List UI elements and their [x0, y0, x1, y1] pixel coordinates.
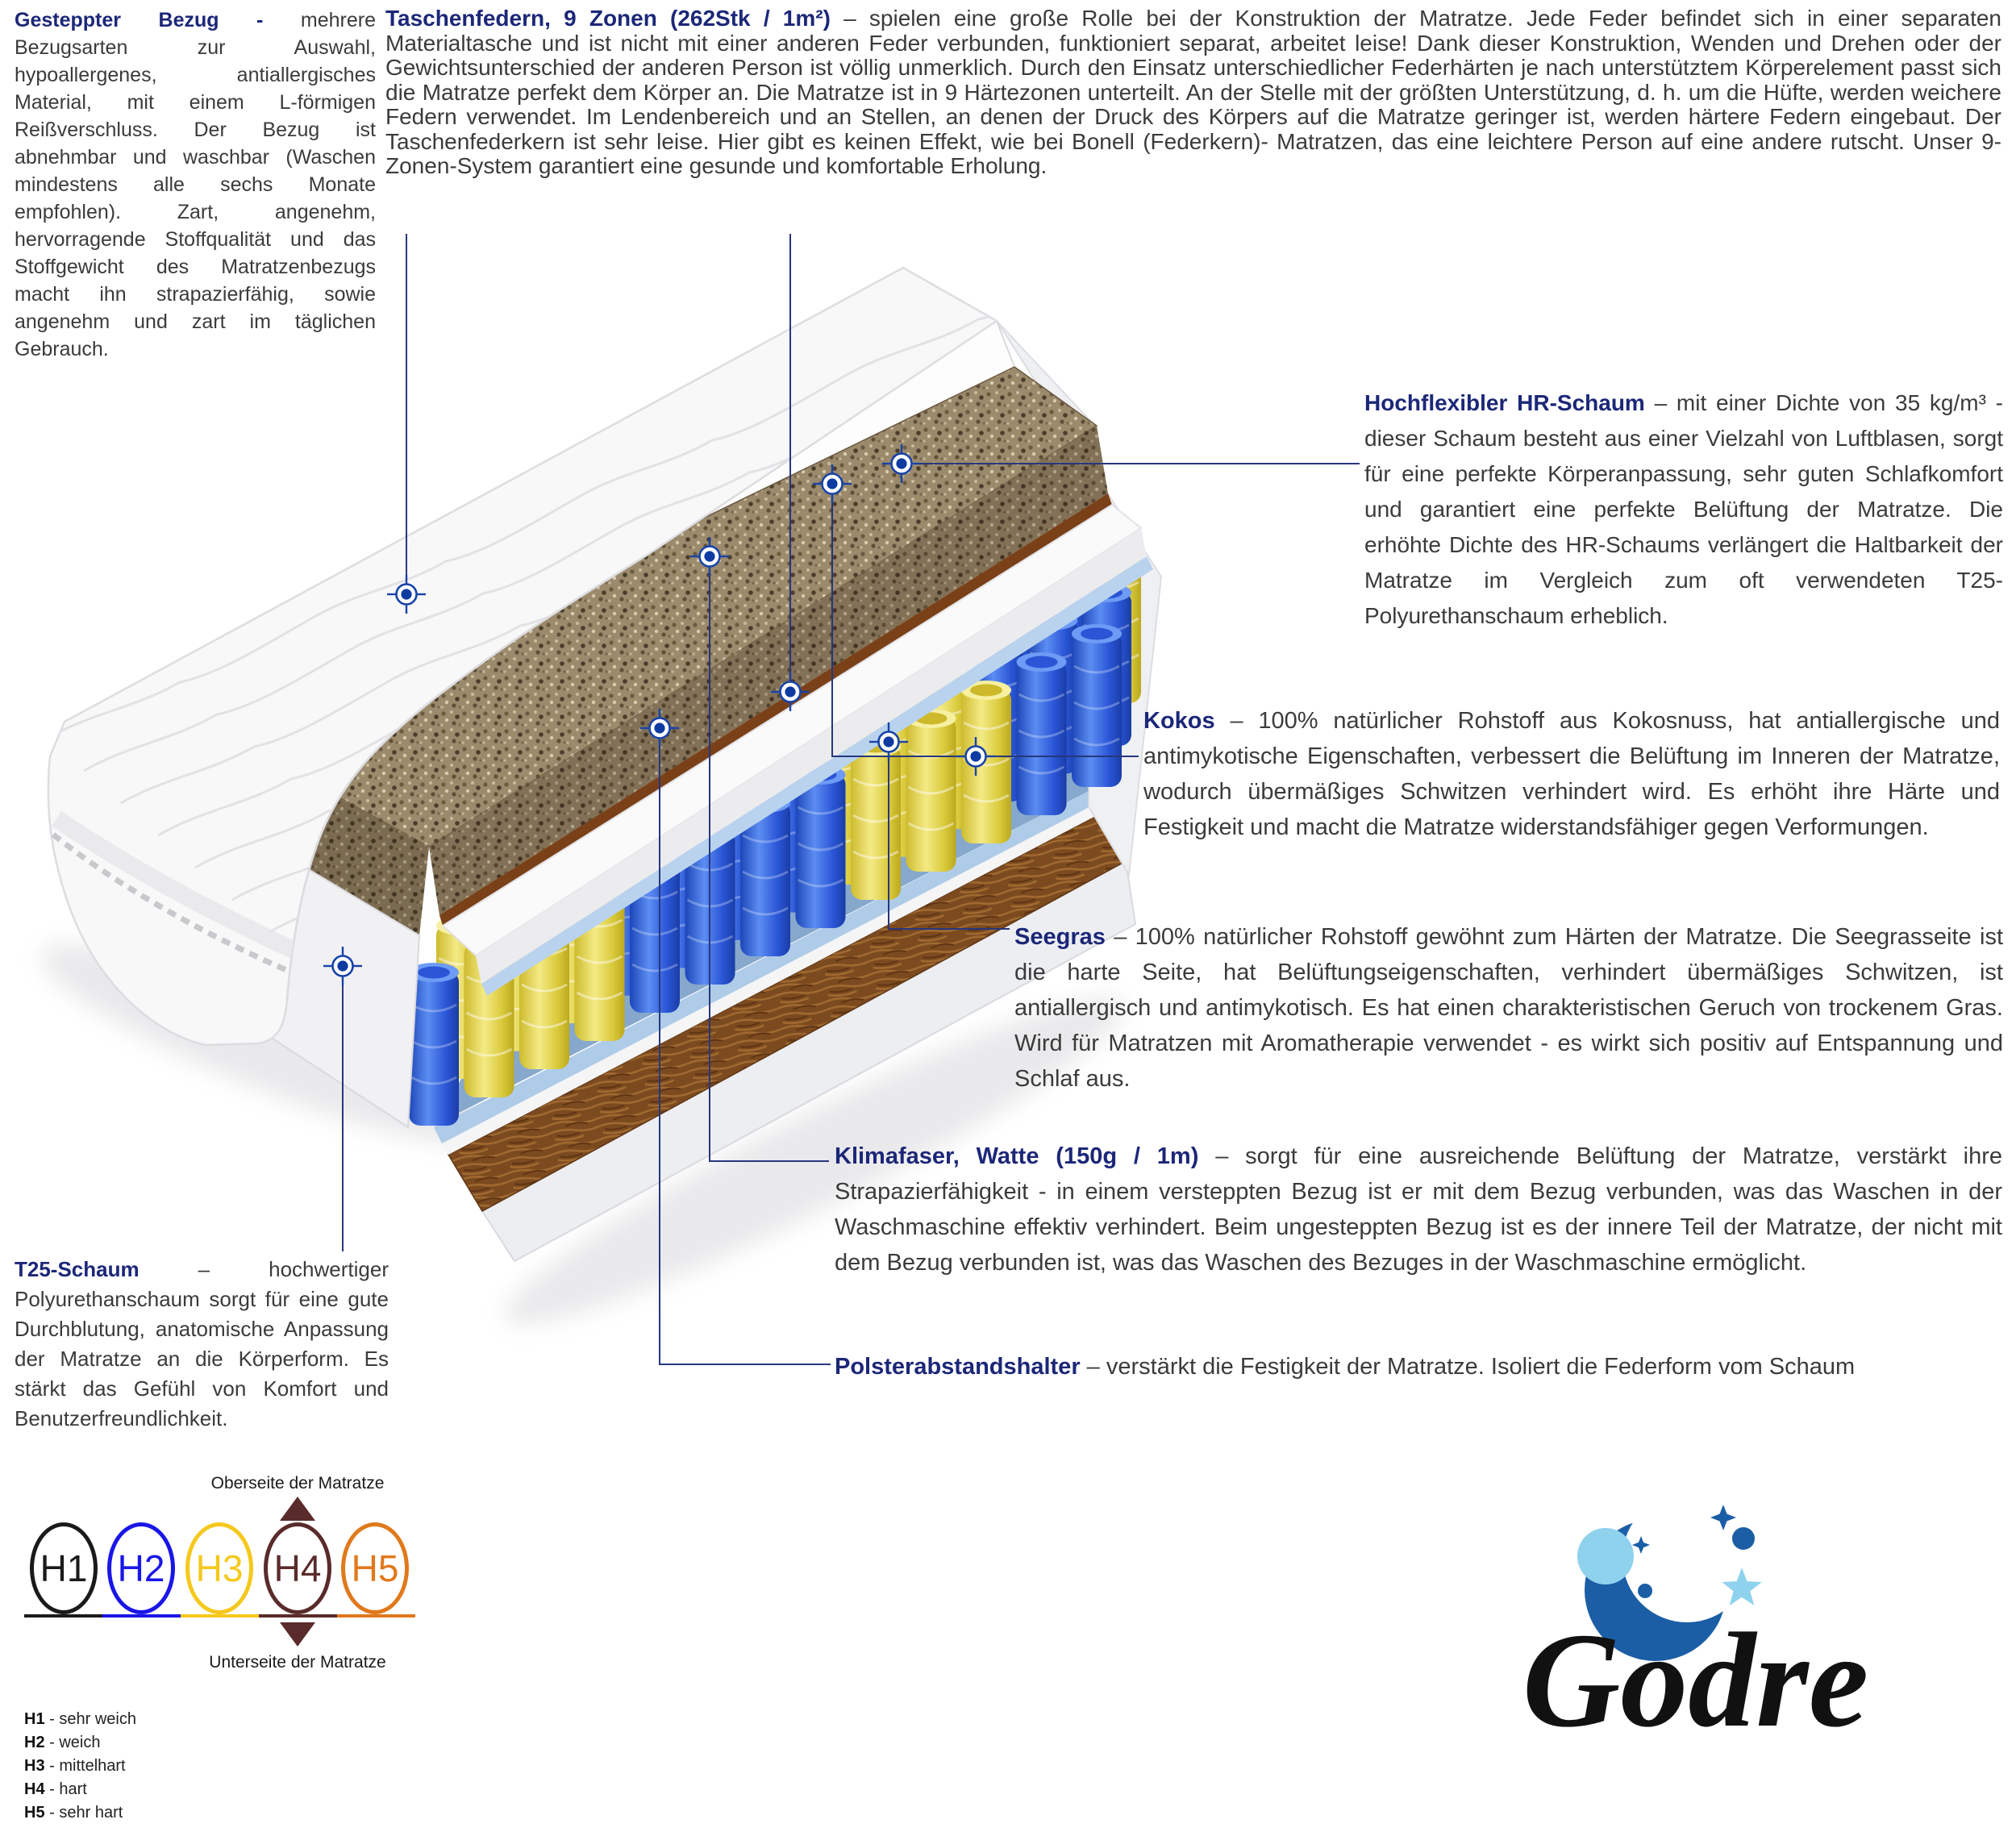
- h5-label: H5: [351, 1547, 399, 1589]
- section-taschenfedern: [385, 6, 2001, 179]
- section-klimafaser-title: Klimafaser, Watte (150g / 1m): [835, 1143, 1199, 1169]
- h2-label: H2: [117, 1547, 165, 1589]
- section-klimafaser-body: – sorgt für eine ausreichende Belüftung der Matratze, verstärkt ihre Strapazierfähigkeit - in einem versteppten Bezug ist er mit dem Bezug verbunden, was das Waschen in der Waschmaschine effektiv verhindert. Beim ungesteppten Bezug ist es der innere Teil der Matratze, der nicht mit dem Bezug verbunden ist, was das Waschen des Bezuges in der Waschmaschine ermöglicht.: [835, 1143, 2002, 1276]
- section-hr-body: – mit einer Dichte von 35 kg/m³ - dieser Schaum besteht aus einer Vielzahl von Luftblasen, sorgt für eine perfekte Körperanpassung, sehr guten Schlafkomfort und garantiert eine perfekte Belüftung der Matratze. Die erhöhte Dichte des HR-Schaums verlängert die Haltbarkeit der Matratze im Vergleich zum oft verwendeten T25-Polyurethanschaum erheblich.: [1364, 390, 2004, 628]
- legend-row: [24, 1708, 136, 1731]
- section-bezug: [15, 6, 376, 363]
- hardness-axis-h4: [259, 1614, 337, 1618]
- legend-h3: H3: [24, 1757, 45, 1775]
- section-t25-title: T25-Schaum: [15, 1257, 140, 1281]
- legend-h2-desc: - weich: [49, 1734, 101, 1751]
- hardness-bottom-label: Unterseite der Matratze: [209, 1653, 386, 1672]
- section-t25: [15, 1255, 389, 1434]
- section-hr-schaum: [1364, 385, 2003, 634]
- hardness-level-h2: [107, 1522, 175, 1614]
- section-polster: [835, 1351, 2012, 1382]
- small-dot-icon: [1638, 1584, 1652, 1598]
- hardness-axis-h5: [337, 1614, 415, 1618]
- section-seegras-body: – 100% natürlicher Rohstoff gewöhnt zum Härten der Matratze. Die Seegrasseite ist die harte Seite, hat Belüftungseigenschaften, verhindert übermäßiges Schwitzen, ist antiallergisch und antimykotisch. Es hat einen charakteristischen Geruch von trockenem Gras. Wird für Matratzen mit Aromatherapie verwendet - es wirkt sich positiv auf Entspannung und Schlaf aus.: [1014, 924, 2003, 1092]
- h4-label: H4: [273, 1547, 322, 1589]
- section-kokos-body: – 100% natürlicher Rohstoff aus Kokosnuss, hat antiallergische und antimykotische Eigenschaften, verbessert die Belüftung im Inneren der Matratze, wodurch übermäßiges Schwitzen verhindert wird. Es erhöht ihre Härte und Festigkeit und macht die Matratze widerstandsfähiger gegen Verformungen.: [1143, 708, 2000, 840]
- hardness-axis-h1: [24, 1614, 102, 1618]
- down-arrow-icon: [280, 1622, 315, 1647]
- legend-h4: H4: [24, 1780, 45, 1798]
- legend-row: [24, 1778, 136, 1801]
- hardness-level-h3: [185, 1522, 253, 1614]
- section-klimafaser: [835, 1139, 2002, 1280]
- section-kokos: [1143, 703, 2000, 845]
- light-star-icon: [1722, 1568, 1761, 1605]
- hardness-axis-h2: [102, 1614, 181, 1618]
- legend-h2: H2: [24, 1734, 45, 1751]
- section-bezug-title: Gesteppter Bezug -: [15, 9, 264, 31]
- section-taschenfedern-title: Taschenfedern, 9 Zonen (262Stk / 1m²): [385, 6, 831, 31]
- legend-row: [24, 1755, 136, 1778]
- legend-h4-desc: - hart: [49, 1780, 87, 1798]
- section-kokos-title: Kokos: [1143, 708, 1215, 734]
- section-seegras-title: Seegras: [1014, 924, 1106, 950]
- light-circle-icon: [1577, 1528, 1634, 1584]
- hardness-level-h5: [341, 1522, 409, 1614]
- hardness-level-h4-selected: [264, 1522, 331, 1614]
- hardness-level-h1: [30, 1522, 98, 1614]
- legend-row: [24, 1801, 136, 1825]
- section-t25-body: – hochwertiger Polyurethanschaum sorgt für eine gute Durchblutung, anatomische Anpassung der Matratze an die Körperform. Es stärkt das Gefühl von Komfort und Benutzerfreundlichkeit.: [15, 1257, 389, 1430]
- section-seegras: [1014, 919, 2003, 1097]
- legend-h1-desc: - sehr weich: [49, 1710, 136, 1728]
- brand-logo: [1522, 1505, 1868, 1755]
- section-polster-title: Polsterabstandshalter: [835, 1354, 1081, 1380]
- section-taschenfedern-body: – spielen eine große Rolle bei der Konstruktion der Matratze. Jede Feder befindet sich in einer separaten Materialtasche und ist nicht mit einer anderen Feder verbunden, funktioniert separat, arbeitet leise! Dank dieser Konstruktion, Wenden und Drehen oder der Gewichtsunterschied der anderen Person ist völlig unmerklich. Durch den Einsatz unterschiedlicher Federhärten je nach unterstütztem Körperelement passt sich die Matratze perfekt dem Körper an. Die Matratze ist in 9 Härtezonen unterteilt. An der Stelle mit der größten Unterstützung, d. h. um die Hüfte, werden weichere Federn verwendet. Im Lendenbereich und an Stellen, an denen der Druck des Körpers auf die Matratze geringer ist, werden härtere Federn eingebaut. Der Taschenfederkern ist sehr leise. Hier gibt es keinen Effekt, wie bei Bonell (Federkern)- Matratzen, das eine leichtere Person auf eine andere rutscht. Unser 9-Zonen-System garantiert eine gesunde und komfortable Erholung.: [385, 6, 2002, 178]
- hardness-legend: [24, 1708, 136, 1825]
- up-arrow-icon: [280, 1497, 315, 1521]
- legend-h5: H5: [24, 1804, 45, 1822]
- legend-h1: H1: [24, 1710, 45, 1728]
- section-hr-title: Hochflexibler HR-Schaum: [1364, 390, 1645, 415]
- h3-label: H3: [195, 1547, 244, 1589]
- hardness-axis-h3: [181, 1614, 259, 1618]
- hardness-top-label: Oberseite der Matratze: [210, 1474, 385, 1493]
- section-bezug-body: mehrere Bezugsarten zur Auswahl, hypoallergenes, antiallergisches Material, mit einem L-förmigen Reißverschluss. Der Bezug ist abnehmbar und waschbar (Waschen mindestens alle sechs Monate empfohlen). Zart, angenehm, hervorragende Stoffqualität und das Stoffgewicht des Matratzenbezugs macht ihn strapazierfähig, sowie angenehm und zart im täglichen Gebrauch.: [15, 9, 376, 360]
- legend-h5-desc: - sehr hart: [49, 1804, 123, 1822]
- legend-row: [24, 1731, 136, 1755]
- logo-wordmark: Godre: [1522, 1605, 1869, 1755]
- section-polster-body: – verstärkt die Festigkeit der Matratze. Isoliert die Federform vom Schaum: [1086, 1354, 1856, 1380]
- h1-label: H1: [40, 1547, 88, 1589]
- legend-h3-desc: - mittelhart: [49, 1757, 126, 1775]
- dark-circle-icon: [1732, 1527, 1755, 1550]
